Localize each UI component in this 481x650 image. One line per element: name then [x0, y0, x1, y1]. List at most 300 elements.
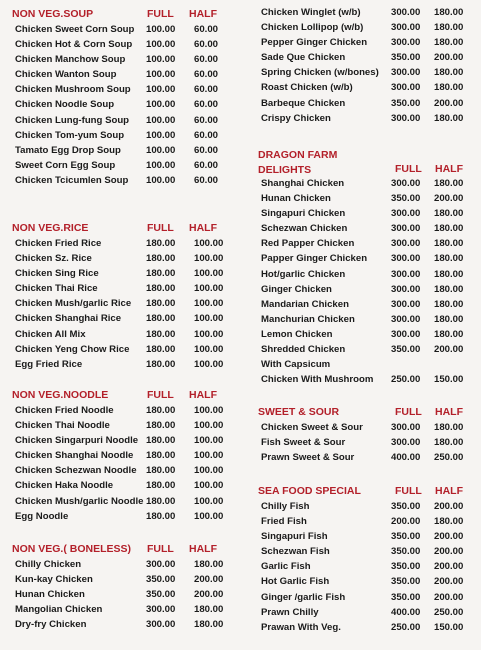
item-name: Sweet Corn Egg Soup — [15, 159, 116, 171]
item-name: Ginger Chicken — [261, 283, 332, 295]
menu-item — [12, 344, 237, 359]
half-column-header: HALF — [189, 8, 217, 20]
item-full-price: 350.00 — [146, 589, 176, 601]
menu-item — [12, 465, 237, 480]
item-half-price: 100.00 — [194, 328, 224, 340]
item-half-price: 100.00 — [194, 495, 224, 507]
item-full-price: 180.00 — [146, 268, 176, 280]
item-name: Chicken Shanghai Noodle — [15, 450, 134, 462]
item-half-price: 200.00 — [194, 574, 224, 586]
item-name: Roast Chicken (w/b) — [261, 82, 353, 94]
menu-section — [12, 8, 237, 190]
item-half-price: 200.00 — [434, 576, 464, 588]
item-full-price: 100.00 — [146, 144, 176, 156]
item-half-price: 180.00 — [434, 328, 464, 340]
menu-item — [258, 374, 474, 389]
item-name: Kun-kay Chicken — [15, 574, 93, 586]
item-full-price: 180.00 — [146, 480, 176, 492]
item-half-price: 60.00 — [194, 99, 219, 111]
item-half-price: 200.00 — [434, 52, 464, 64]
item-name: Chicken Tom-yum Soup — [15, 129, 125, 141]
item-name: Pepper Ginger Chicken — [261, 37, 368, 49]
menu-item — [258, 314, 474, 329]
item-full-price: 300.00 — [391, 253, 421, 265]
item-full-price: 300.00 — [391, 223, 421, 235]
full-column-header: FULL — [147, 543, 174, 555]
item-full-price: 300.00 — [391, 328, 421, 340]
menu-section — [258, 148, 474, 389]
item-half-price: 60.00 — [194, 39, 219, 51]
menu-section — [12, 543, 237, 634]
item-half-price: 60.00 — [194, 54, 219, 66]
menu-item — [258, 7, 474, 22]
section-header — [12, 222, 237, 238]
menu-section — [12, 222, 237, 374]
half-column-header: HALF — [189, 389, 217, 401]
item-name: Chicken Lollipop (w/b) — [261, 22, 364, 34]
item-full-price: 180.00 — [146, 298, 176, 310]
item-full-price: 300.00 — [391, 422, 421, 433]
section-header — [258, 148, 474, 178]
item-full-price: 300.00 — [391, 22, 421, 34]
item-name: Chicken Noodle Soup — [15, 99, 115, 111]
menu-section — [12, 389, 237, 526]
item-half-price: 60.00 — [194, 69, 219, 81]
full-column-header: FULL — [395, 163, 422, 175]
item-half-price: 180.00 — [194, 619, 224, 631]
item-half-price: 180.00 — [434, 283, 464, 295]
item-full-price: 300.00 — [391, 283, 421, 295]
item-name: Chicken Mush/garlic Noodle — [15, 495, 144, 507]
half-column-header: HALF — [435, 485, 463, 497]
item-half-price: 60.00 — [194, 159, 219, 171]
menu-item — [258, 238, 474, 253]
item-full-price: 400.00 — [391, 452, 421, 464]
item-half-price: 150.00 — [434, 621, 464, 633]
menu-item — [258, 82, 474, 97]
menu-item — [258, 561, 474, 576]
item-full-price: 350.00 — [146, 574, 176, 586]
menu-item — [258, 113, 474, 128]
item-half-price: 200.00 — [434, 193, 464, 205]
item-full-price: 100.00 — [146, 39, 176, 51]
menu-section — [258, 485, 474, 637]
item-full-price: 180.00 — [146, 450, 176, 462]
half-column-header: HALF — [435, 163, 463, 175]
item-name: Papper Ginger Chicken — [261, 253, 368, 265]
item-half-price: 180.00 — [434, 112, 464, 124]
item-full-price: 400.00 — [391, 606, 421, 618]
menu-item — [12, 559, 237, 574]
item-name: Prawn Chilly — [261, 606, 319, 618]
item-name: Chicken Singarpuri Noodle — [15, 435, 139, 447]
menu-item — [12, 604, 237, 619]
item-name: Mandarian Chicken — [261, 298, 349, 310]
item-full-price: 250.00 — [391, 374, 421, 386]
menu-item — [258, 359, 474, 374]
item-half-price: 200.00 — [434, 546, 464, 558]
menu-item — [12, 130, 237, 145]
full-column-header: FULL — [395, 485, 422, 497]
item-half-price: 100.00 — [194, 253, 224, 265]
half-column-header: HALF — [189, 543, 217, 555]
item-half-price: 180.00 — [434, 208, 464, 220]
menu-item — [12, 283, 237, 298]
item-full-price: 300.00 — [391, 7, 421, 18]
item-half-price: 200.00 — [434, 344, 464, 356]
menu-item — [12, 574, 237, 589]
item-half-price: 250.00 — [434, 452, 464, 464]
item-name: Chicken Yeng Chow Rice — [15, 343, 130, 355]
item-full-price: 300.00 — [391, 268, 421, 280]
item-full-price: 300.00 — [391, 208, 421, 220]
item-half-price: 180.00 — [434, 268, 464, 280]
item-half-price: 100.00 — [194, 480, 224, 492]
item-name: Tamato Egg Drop Soup — [15, 144, 121, 156]
item-half-price: 200.00 — [434, 97, 464, 109]
menu-item — [258, 344, 474, 359]
item-name: Prawan With Veg. — [261, 621, 341, 633]
section-title — [258, 148, 337, 178]
item-half-price: 60.00 — [194, 114, 219, 126]
item-full-price: 100.00 — [146, 84, 176, 96]
menu-item — [258, 193, 474, 208]
section-title-line2: DELIGHTS — [258, 164, 312, 176]
section-header — [12, 8, 237, 24]
item-name: Prawn Sweet & Sour — [261, 452, 355, 464]
menu-item — [258, 622, 474, 637]
item-name: Barbeque Chicken — [261, 97, 346, 109]
item-full-price: 100.00 — [146, 24, 176, 35]
menu-item — [258, 223, 474, 238]
item-half-price: 180.00 — [434, 253, 464, 265]
item-name: Schezwan Fish — [261, 546, 330, 558]
item-full-price: 350.00 — [391, 561, 421, 573]
menu-item — [12, 435, 237, 450]
item-full-price: 180.00 — [146, 328, 176, 340]
item-name: Spring Chicken (w/bones) — [261, 67, 379, 79]
item-name: Chicken Manchow Soup — [15, 54, 126, 66]
item-full-price: 100.00 — [146, 99, 176, 111]
item-name: Chicken Sweet Corn Soup — [15, 24, 135, 35]
menu-item — [258, 284, 474, 299]
item-full-price: 300.00 — [391, 298, 421, 310]
item-name: Garlic Fish — [261, 561, 311, 573]
item-half-price: 180.00 — [434, 238, 464, 250]
section-title-line1: DRAGON FARM — [258, 149, 338, 161]
item-full-price: 350.00 — [391, 97, 421, 109]
full-column-header: FULL — [147, 389, 174, 401]
item-full-price: 300.00 — [391, 238, 421, 250]
section-title: NON VEG.( BONELESS) — [12, 543, 132, 555]
menu-item — [258, 546, 474, 561]
item-name: Chicken Mushroom Soup — [15, 84, 131, 96]
item-name: Hot/garlic Chicken — [261, 268, 346, 280]
item-name: Sade Que Chicken — [261, 52, 346, 64]
item-full-price: 180.00 — [146, 420, 176, 432]
menu-item — [258, 52, 474, 67]
item-full-price: 200.00 — [391, 516, 421, 528]
item-half-price: 60.00 — [194, 174, 219, 186]
item-name: Hunan Chicken — [261, 193, 331, 205]
item-half-price: 100.00 — [194, 238, 224, 249]
item-full-price: 300.00 — [146, 559, 176, 570]
item-name: Chicken Thai Noodle — [15, 420, 110, 432]
item-full-price: 350.00 — [391, 501, 421, 512]
menu-item — [258, 437, 474, 452]
item-half-price: 200.00 — [434, 531, 464, 543]
item-half-price: 200.00 — [434, 561, 464, 573]
item-full-price: 180.00 — [146, 283, 176, 295]
menu-item — [12, 450, 237, 465]
menu-item — [12, 115, 237, 130]
item-name: Chicken Fried Rice — [15, 238, 102, 249]
menu-item — [12, 69, 237, 84]
item-name: Schezwan Chicken — [261, 223, 348, 235]
item-half-price: 180.00 — [434, 67, 464, 79]
section-title: SEA FOOD SPECIAL — [258, 485, 361, 497]
menu-item — [258, 576, 474, 591]
item-half-price: 200.00 — [434, 501, 464, 512]
item-name: Dry-fry Chicken — [15, 619, 87, 631]
menu-item — [12, 99, 237, 114]
item-full-price: 300.00 — [391, 178, 421, 189]
half-column-header: HALF — [189, 222, 217, 234]
item-name: Manchurian Chicken — [261, 313, 355, 325]
full-column-header: FULL — [395, 406, 422, 418]
item-half-price: 60.00 — [194, 24, 219, 35]
item-half-price: 100.00 — [194, 435, 224, 447]
item-half-price: 200.00 — [194, 589, 224, 601]
item-name: Chicken Schezwan Noodle — [15, 465, 137, 477]
menu-item — [12, 496, 237, 511]
item-half-price: 100.00 — [194, 405, 224, 416]
item-half-price: 100.00 — [194, 298, 224, 310]
item-half-price: 180.00 — [434, 516, 464, 528]
menu-item — [258, 501, 474, 516]
item-full-price: 300.00 — [391, 82, 421, 94]
item-half-price: 180.00 — [434, 7, 464, 18]
item-full-price: 180.00 — [146, 253, 176, 265]
item-name: Hunan Chicken — [15, 589, 85, 601]
item-name: Singapuri Chicken — [261, 208, 346, 220]
menu-item — [258, 178, 474, 193]
item-name: Fried Fish — [261, 516, 307, 528]
item-half-price: 100.00 — [194, 420, 224, 432]
item-full-price: 350.00 — [391, 546, 421, 558]
section-title: NON VEG.NOODLE — [12, 389, 109, 401]
item-full-price: 350.00 — [391, 576, 421, 588]
section-header — [258, 485, 474, 501]
item-half-price: 150.00 — [434, 374, 464, 386]
item-full-price: 100.00 — [146, 129, 176, 141]
item-full-price: 180.00 — [146, 238, 176, 249]
item-name: Chilly Fish — [261, 501, 310, 512]
item-name: Chicken Winglet (w/b) — [261, 7, 361, 18]
item-name: Fish Sweet & Sour — [261, 437, 346, 449]
item-name: Chicken With Mushroom — [261, 374, 374, 386]
item-name: Egg Noodle — [15, 510, 69, 522]
item-name: Chicken Haka Noodle — [15, 480, 114, 492]
full-column-header: FULL — [147, 8, 174, 20]
menu-item — [258, 422, 474, 437]
menu-section — [258, 7, 474, 128]
item-full-price: 350.00 — [391, 52, 421, 64]
item-half-price: 100.00 — [194, 313, 224, 325]
menu-item — [12, 405, 237, 420]
menu-item — [12, 511, 237, 526]
menu-item — [12, 145, 237, 160]
item-full-price: 180.00 — [146, 510, 176, 522]
item-name: Chicken Mush/garlic Rice — [15, 298, 132, 310]
full-column-header: FULL — [147, 222, 174, 234]
item-name: Chicken Tcicumlen Soup — [15, 174, 129, 186]
menu-item — [258, 592, 474, 607]
item-half-price: 60.00 — [194, 84, 219, 96]
item-full-price: 180.00 — [146, 343, 176, 355]
item-full-price: 180.00 — [146, 313, 176, 325]
half-column-header: HALF — [435, 406, 463, 418]
menu-item — [12, 313, 237, 328]
menu-item — [12, 175, 237, 190]
menu-item — [258, 531, 474, 546]
menu-item — [258, 329, 474, 344]
item-half-price: 180.00 — [434, 313, 464, 325]
item-full-price: 180.00 — [146, 358, 176, 370]
item-full-price: 180.00 — [146, 435, 176, 447]
item-full-price: 300.00 — [391, 437, 421, 449]
item-full-price: 180.00 — [146, 495, 176, 507]
item-half-price: 180.00 — [434, 223, 464, 235]
item-name: Chicken Thai Rice — [15, 283, 98, 295]
menu-item — [258, 67, 474, 82]
item-name: Chicken Fried Noodle — [15, 405, 114, 416]
item-name: Hot Garlic Fish — [261, 576, 330, 588]
item-name: Chicken Sing Rice — [15, 268, 99, 280]
item-name: Chilly Chicken — [15, 559, 82, 570]
item-name: Chicken Shanghai Rice — [15, 313, 122, 325]
item-name: Egg Fried Rice — [15, 358, 83, 370]
menu-item — [258, 253, 474, 268]
item-half-price: 100.00 — [194, 343, 224, 355]
item-full-price: 300.00 — [391, 112, 421, 124]
section-header — [12, 543, 237, 559]
item-full-price: 350.00 — [391, 344, 421, 356]
item-half-price: 180.00 — [434, 37, 464, 49]
menu-item — [12, 298, 237, 313]
item-full-price: 100.00 — [146, 159, 176, 171]
item-full-price: 180.00 — [146, 405, 176, 416]
menu-item — [258, 37, 474, 52]
item-full-price: 180.00 — [146, 465, 176, 477]
section-header — [12, 389, 237, 405]
section-title: SWEET & SOUR — [258, 406, 340, 418]
item-half-price: 250.00 — [434, 606, 464, 618]
menu-item — [12, 238, 237, 253]
menu-item — [12, 480, 237, 495]
item-half-price: 60.00 — [194, 129, 219, 141]
item-name: Singapuri Fish — [261, 531, 328, 543]
menu-section — [258, 406, 474, 467]
item-full-price: 300.00 — [391, 67, 421, 79]
section-title: NON VEG.RICE — [12, 222, 89, 234]
menu-item — [258, 22, 474, 37]
item-half-price: 100.00 — [194, 268, 224, 280]
menu-item — [12, 329, 237, 344]
menu-item — [12, 268, 237, 283]
item-name: Ginger /garlic Fish — [261, 591, 346, 603]
menu-item — [258, 98, 474, 113]
item-full-price: 100.00 — [146, 69, 176, 81]
section-title: NON VEG.SOUP — [12, 8, 94, 20]
menu-item — [12, 253, 237, 268]
menu-item — [258, 299, 474, 314]
item-name: Chicken Sz. Rice — [15, 253, 92, 265]
item-half-price: 100.00 — [194, 283, 224, 295]
menu-item — [12, 359, 237, 374]
item-full-price: 350.00 — [391, 193, 421, 205]
item-half-price: 200.00 — [434, 591, 464, 603]
menu-item — [12, 24, 237, 39]
item-half-price: 180.00 — [434, 437, 464, 449]
item-name: Crispy Chicken — [261, 112, 331, 124]
item-half-price: 100.00 — [194, 450, 224, 462]
menu-item — [12, 54, 237, 69]
menu-item — [258, 269, 474, 284]
item-half-price: 60.00 — [194, 144, 219, 156]
item-name: Shredded Chicken — [261, 344, 346, 356]
item-name: Shanghai Chicken — [261, 178, 345, 189]
menu-item — [12, 420, 237, 435]
item-name: Chicken Sweet & Sour — [261, 422, 363, 433]
menu-item — [258, 516, 474, 531]
item-half-price: 180.00 — [434, 82, 464, 94]
menu-item — [12, 589, 237, 604]
item-half-price: 180.00 — [434, 178, 464, 189]
item-half-price: 180.00 — [434, 298, 464, 310]
item-half-price: 100.00 — [194, 510, 224, 522]
item-half-price: 180.00 — [194, 604, 224, 616]
section-header — [258, 406, 474, 422]
item-full-price: 300.00 — [391, 313, 421, 325]
item-name: With Capsicum — [261, 359, 331, 371]
item-full-price: 350.00 — [391, 531, 421, 543]
item-half-price: 100.00 — [194, 358, 224, 370]
item-full-price: 300.00 — [391, 37, 421, 49]
item-name: Chicken All Mix — [15, 328, 86, 340]
item-name: Chicken Lung-fung Soup — [15, 114, 130, 126]
menu-item — [258, 452, 474, 467]
item-half-price: 180.00 — [194, 559, 224, 570]
menu-item — [12, 39, 237, 54]
item-full-price: 100.00 — [146, 114, 176, 126]
menu-item — [12, 84, 237, 99]
menu-item — [258, 607, 474, 622]
item-full-price: 250.00 — [391, 621, 421, 633]
item-name: Red Papper Chicken — [261, 238, 355, 250]
menu-item — [12, 619, 237, 634]
item-name: Mangolian Chicken — [15, 604, 103, 616]
item-half-price: 180.00 — [434, 422, 464, 433]
item-full-price: 100.00 — [146, 174, 176, 186]
item-half-price: 100.00 — [194, 465, 224, 477]
item-full-price: 100.00 — [146, 54, 176, 66]
item-name: Chicken Wanton Soup — [15, 69, 117, 81]
item-name: Lemon Chicken — [261, 328, 333, 340]
item-full-price: 300.00 — [146, 604, 176, 616]
menu-item — [258, 208, 474, 223]
menu-item — [12, 160, 237, 175]
